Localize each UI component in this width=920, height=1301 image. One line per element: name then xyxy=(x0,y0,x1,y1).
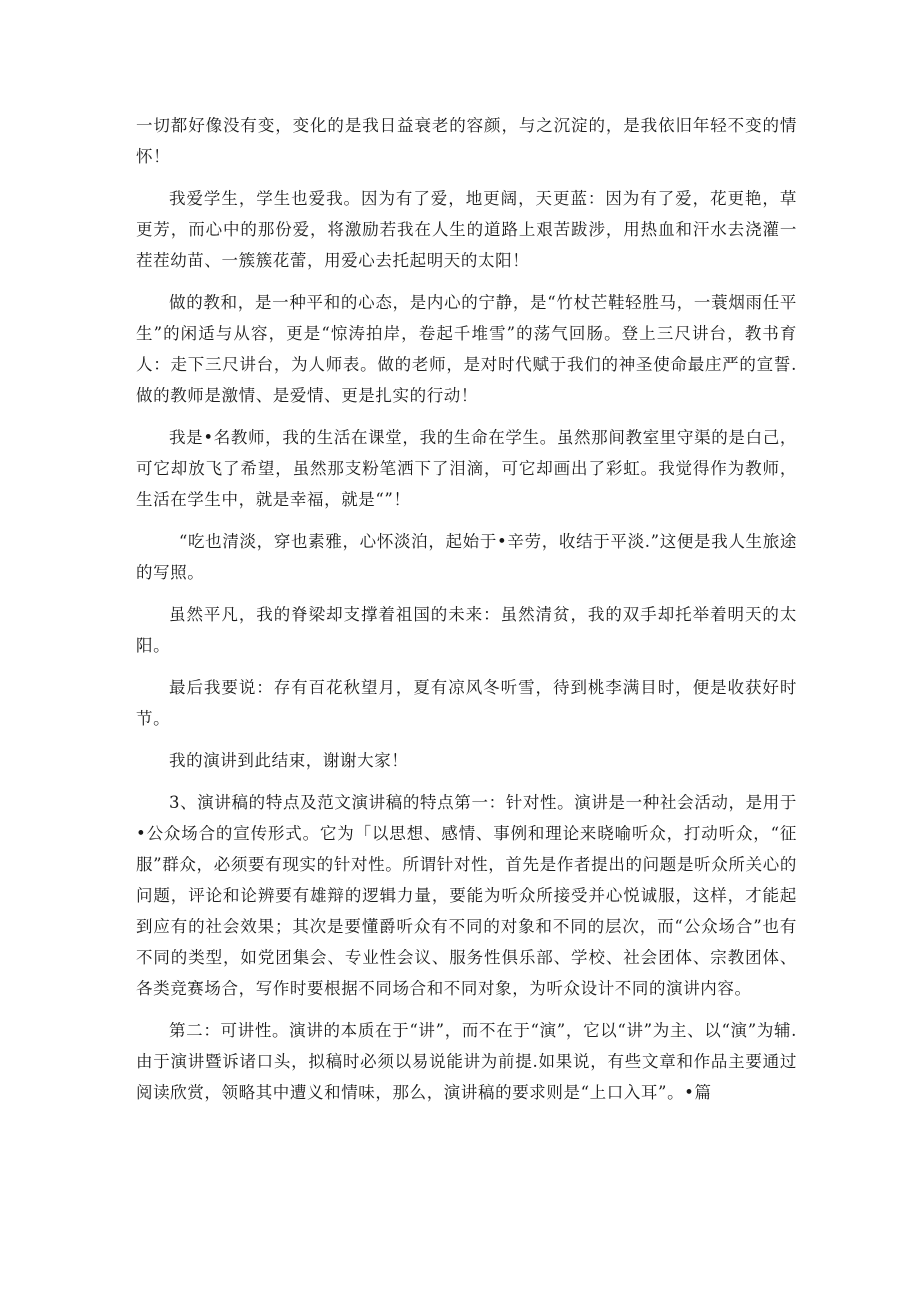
paragraph-life-motto: “吃也清淡，穿也素雅，心怀淡泊，起始于•辛劳，收结于平淡.”这便是我人生旅途的写照。 xyxy=(136,532,797,582)
paragraph-closing-words: 最后我要说：存有百花秋望月，夏有凉风冬听雪，待到桃李满目时，便是收获好时节。 xyxy=(136,678,797,728)
paragraph-teaching-mindset: 做的教和，是一种平和的心态，是内心的宁静，是“竹杖芒鞋轻胜马，一蓑烟雨任平生”的闲适与从容，更是“惊涛拍岸，卷起千堆雪”的荡气回肠。登上三尺讲台，教书育人：走下三尺讲台，为人师表。做的老师，是对时代赋于我们的神圣使命最庄严的宣誓.做的教师是激情、是爱情、更是扎实的行动！ xyxy=(136,293,797,405)
paragraph-speech-features: 3、演讲稿的特点及范文演讲稿的特点第一：针对性。演讲是一种社会活动，是用于•公众场合的宣传形式。它为「以思想、感情、事例和理论来晓喻听众，打动听众，“征服”群众，必须要有现实的针对性。所谓针对性，首先是作者提出的问题是听众所关心的问题，评论和论辨要有雄辩的逻辑力量，要能为听众所接受并心悦诚服，这样，才能起到应有的社会效果；其次是要懂爵听众有不同的对象和不同的层次，而“公众场合”也有不同的类型，如党团集会、专业性会议、服务性俱乐部、学校、社会团体、宗教团体、各类竞赛场合，写作时要根据不同场合和不同对象，为听众设计不同的演讲内容。 xyxy=(136,793,797,998)
paragraph-ordinary-poor: 虽然平凡，我的脊梁却支撑着祖国的未来：虽然清贫，我的双手却托举着明天的太阳。 xyxy=(136,605,797,655)
paragraph-classroom-life: 我是•名教师，我的生活在课堂，我的生命在学生。虽然那间教室里守渠的是白己，可它却放飞了希望，虽然那支粉笔洒下了泪滴，可它却画出了彩虹。我觉得作为教师，生活在学生中，就是幸福，就是“”！ xyxy=(136,428,797,509)
paragraph-continuation: 一切都好像没有变，变化的是我日益衰老的容颜，与之沉淀的，是我依旧年轻不变的情怀！ xyxy=(136,116,797,166)
paragraph-love-students: 我爱学生，学生也爱我。因为有了爱，地更阔，天更蓝：因为有了爱，花更艳，草更芳，而心中的那份爱，将激励若我在人生的道路上艰苦跋涉，用热血和汗水去浇灌一茬茬幼苗、一簇簇花蕾，用爱心去托起明天的太阳！ xyxy=(136,189,797,270)
paragraph-speakability: 第二：可讲性。演讲的本质在于“讲”，而不在于“演”，它以“讲”为主、以“演”为辅.由于演讲暨诉诸口头，拟稿时必须以易说能讲为前提.如果说，有些文章和作品主要通过阅读欣赏，领略其中遭义和情味，那么，演讲稿的要求则是“上口入耳”。•篇 xyxy=(136,1021,797,1102)
paragraph-thanks: 我的演讲到此结束，谢谢大家！ xyxy=(169,751,409,770)
